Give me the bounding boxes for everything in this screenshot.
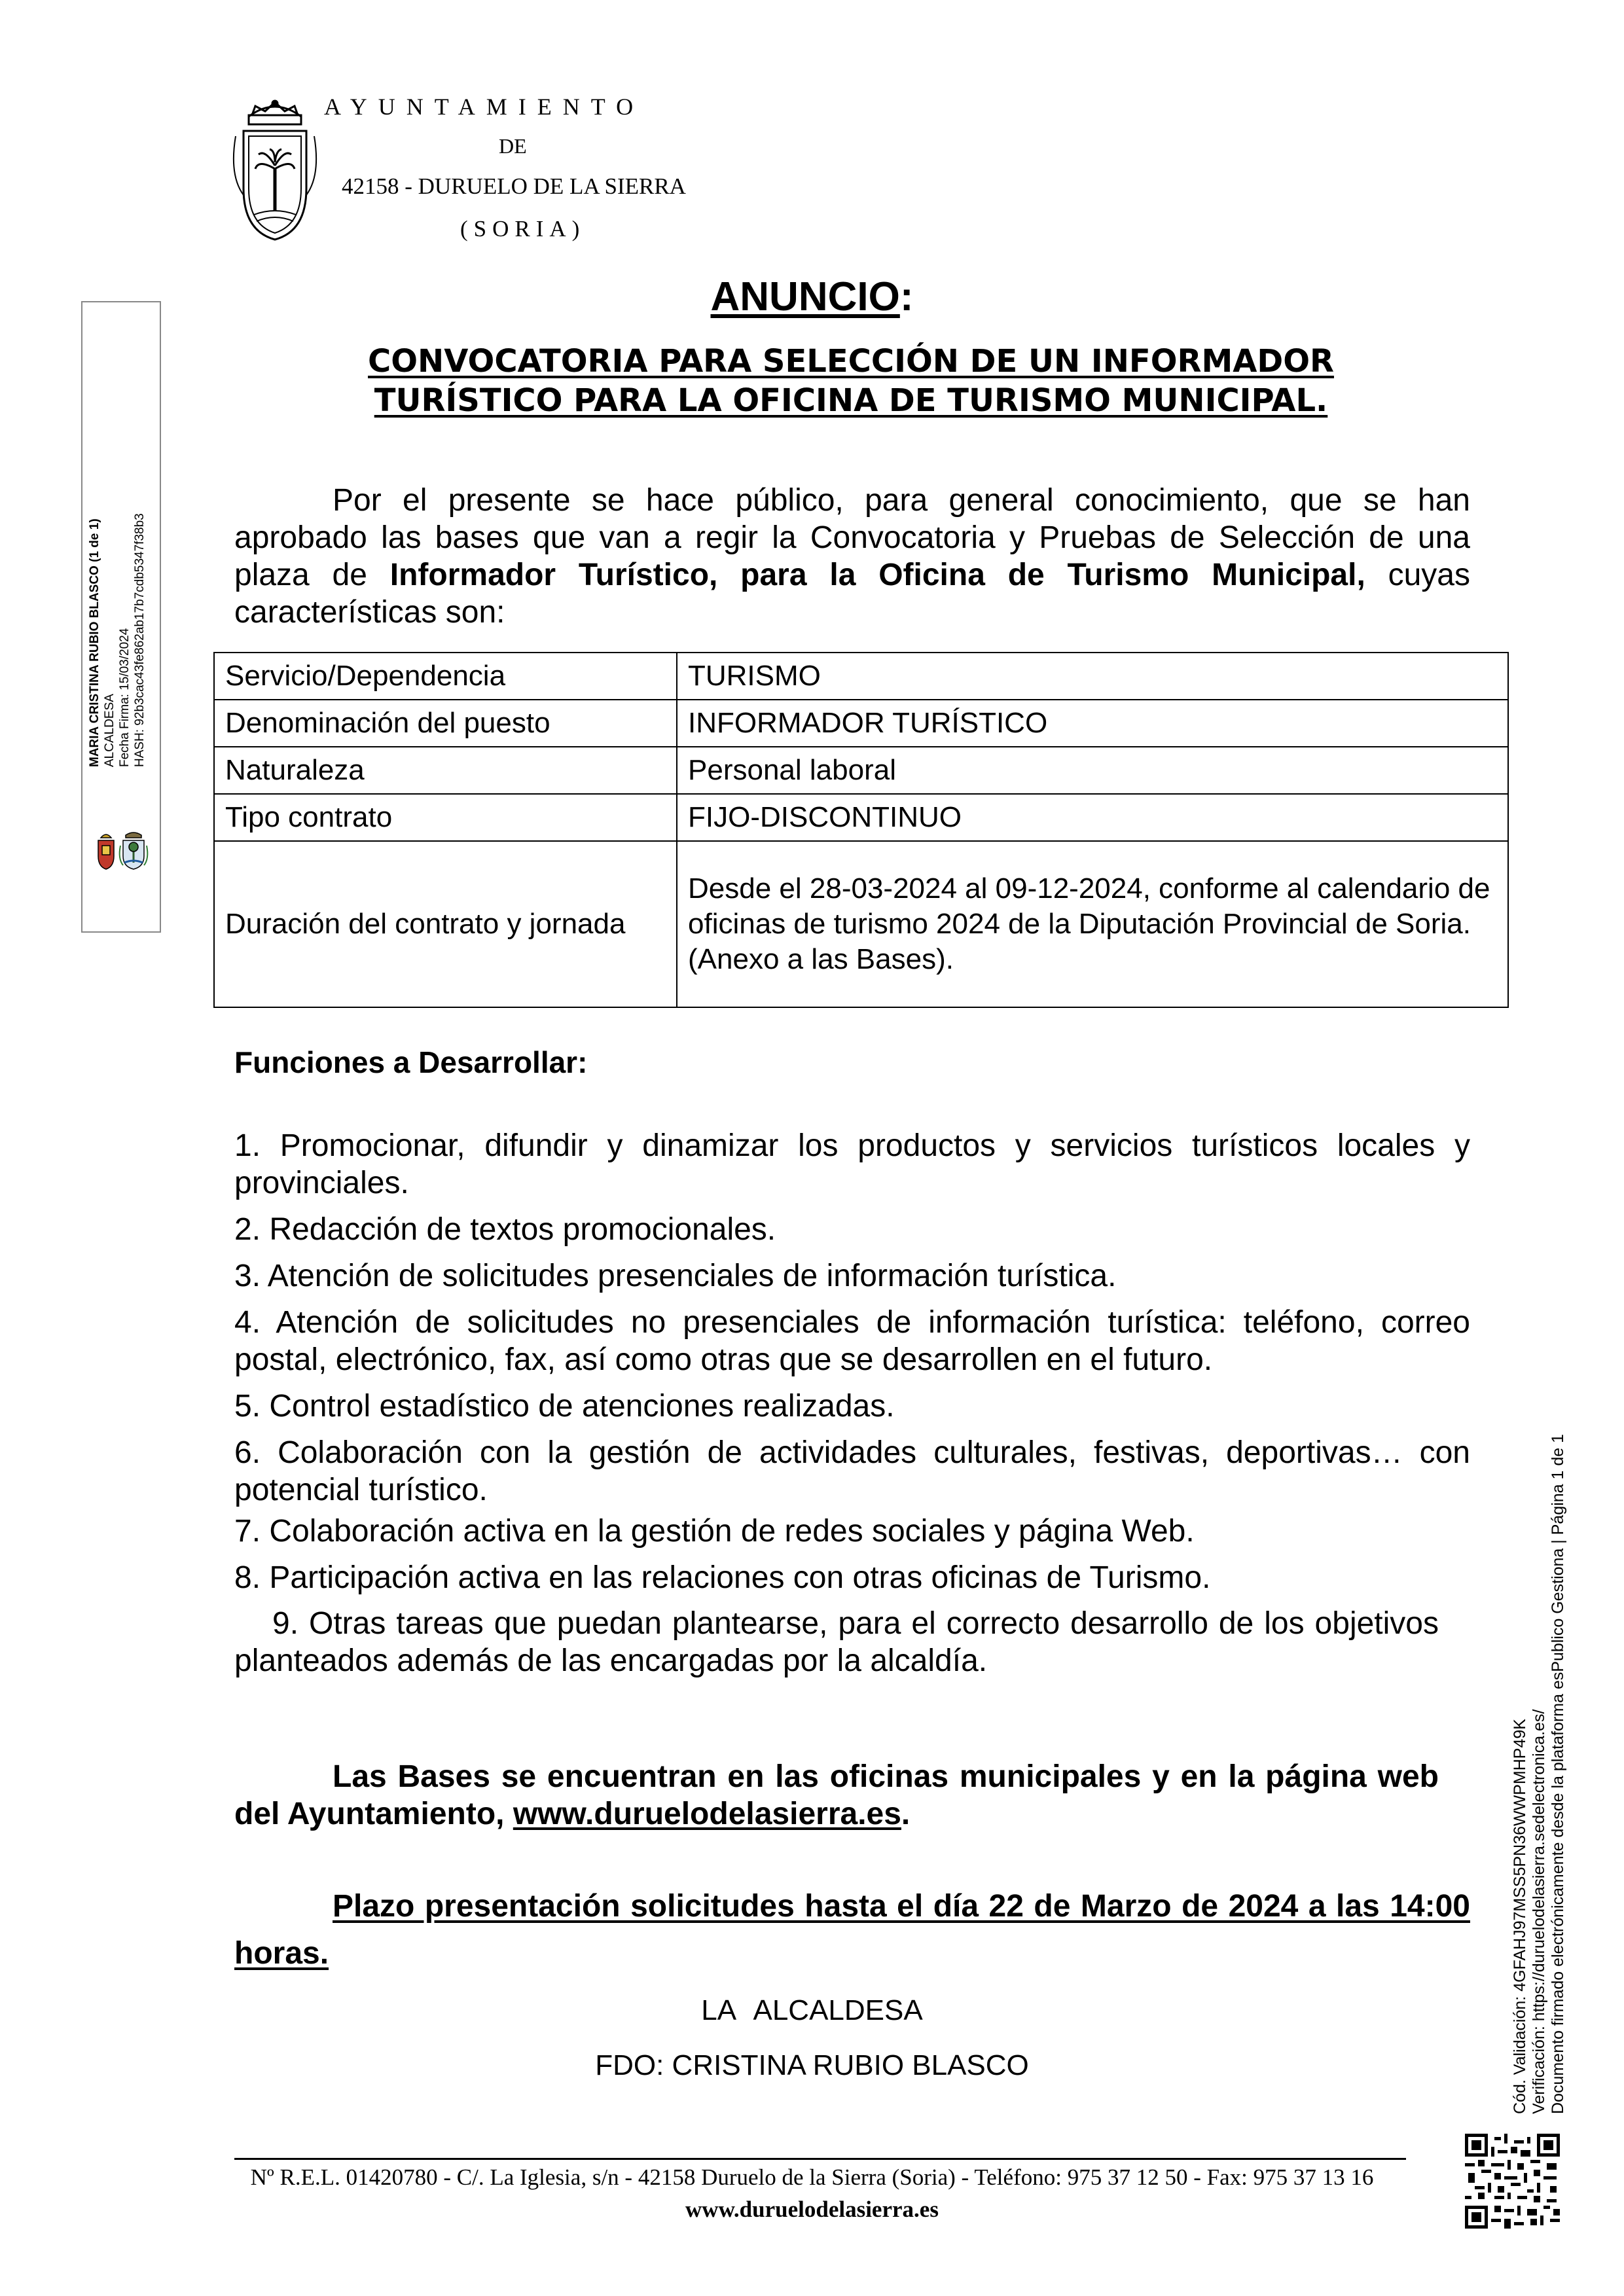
signoff-name: FDO: CRISTINA RUBIO BLASCO [595, 2049, 1029, 2081]
table-cell-label: Servicio/Dependencia [214, 653, 677, 700]
header-ayuntamiento: AYUNTAMIENTO [324, 94, 645, 120]
title-anuncio: ANUNCIO [710, 274, 900, 319]
table-cell-value: FIJO-DISCONTINUO [677, 794, 1508, 841]
signature-date: Fecha Firma: 15/03/2024 [118, 628, 132, 767]
verification-url[interactable]: Verificación: https://duruelodelasierra.sedelectronica.es/ [1530, 1709, 1548, 2114]
characteristics-table [213, 652, 1509, 1008]
title-colon: : [899, 274, 914, 319]
header-province: (SORIA) [460, 216, 586, 242]
table-cell-label: Tipo contrato [214, 794, 677, 841]
table-cell-value: Desde el 28-03-2024 al 09-12-2024, conforme al calendario de oficinas de turismo 2024 de la Diputación Provincial de Soria.(Anexo a las Bases). [677, 841, 1508, 1007]
signer-name: MARIA CRISTINA RUBIO BLASCO (1 de 1) [88, 518, 101, 767]
intro-text-after: cuyas características son: [234, 558, 1470, 630]
municipal-crest-icon [229, 97, 321, 242]
table-cell-label: Duración del contrato y jornada [214, 841, 677, 1007]
verification-platform: Documento firmado electrónicamente desde la plataforma esPublico Gestiona | Página 1 de 1 [1549, 1433, 1567, 2114]
signature-stamp-text [87, 492, 147, 767]
footer-address: Nº R.E.L. 01420780 - C/. La Iglesia, s/n - 42158 Duruelo de la Sierra (Soria) - Teléfono: 975 37 12 50 - Fax: 975 37 13 16 [250, 2164, 1374, 2190]
bases-end: . [901, 1797, 911, 1831]
function-item: 9. Otras tareas que puedan plantearse, para el correcto desarrollo de los objetivos planteados además de las encargadas por la alcaldía. [234, 1606, 1439, 1678]
function-item: 2. Redacción de textos promocionales. [234, 1212, 776, 1247]
footer-website[interactable]: www.duruelodelasierra.es [685, 2197, 939, 2222]
functions-heading: Funciones a Desarrollar: [234, 1045, 588, 1079]
deadline-paragraph: Plazo presentación solicitudes hasta el día 22 de Marzo de 2024 a las 14:00 horas. [234, 1889, 1470, 1971]
bases-website-link[interactable]: www.duruelodelasierra.es [513, 1797, 901, 1831]
bases-text: Las Bases se encuentran en las oficinas municipales y en la página web del Ayuntamiento, [234, 1759, 1439, 1831]
qr-code-icon[interactable] [1465, 2134, 1560, 2229]
function-item: 4. Atención de solicitudes no presenciales de información turística: teléfono, correo postal, electrónico, fax, así como otras que se desarrollen en el futuro. [234, 1305, 1470, 1377]
table-cell-value: Personal laboral [677, 747, 1508, 794]
signature-hash: HASH: 92b3cac43fe862ab17b7cdb5347f38b3 [133, 513, 147, 767]
header-town: 42158 - DURUELO DE LA SIERRA [342, 173, 686, 199]
table-cell-label: Naturaleza [214, 747, 677, 794]
function-item: 5. Control estadístico de atenciones realizadas. [234, 1389, 895, 1424]
footer-divider [234, 2158, 1406, 2160]
header-de: DE [499, 134, 527, 158]
signature-emblem-icon [92, 826, 154, 873]
verification-code: Cód. Validación: 4GFAHJ97MSS5PN36WWPMHP49K [1511, 1719, 1529, 2114]
bases-paragraph [234, 1758, 1439, 1833]
signer-role: ALCALDESA [103, 694, 117, 767]
function-item: 8. Participación activa en las relaciones con otras oficinas de Turismo. [234, 1560, 1211, 1595]
function-item: 6. Colaboración con la gestión de actividades culturales, festivas, deportivas… con potencial turístico. [234, 1435, 1470, 1507]
page-title [0, 274, 1624, 320]
table-cell-label: Denominación del puesto [214, 700, 677, 747]
table-cell-value: TURISMO [677, 653, 1508, 700]
signoff-role: LA ALCALDESA [701, 1994, 923, 2026]
table-row [214, 747, 1508, 794]
verification-text [1511, 1394, 1568, 2114]
table-row [214, 841, 1508, 1007]
function-item: 1. Promocionar, difundir y dinamizar los productos y servicios turísticos locales y provinciales. [234, 1128, 1470, 1200]
table-row [214, 794, 1508, 841]
intro-paragraph [234, 482, 1470, 631]
table-cell-value: INFORMADOR TURÍSTICO [677, 700, 1508, 747]
page-subtitle: CONVOCATORIA PARA SELECCIÓN DE UN INFORMADOR TURÍSTICO PARA LA OFICINA DE TURISMO MUNICIPAL. [368, 343, 1334, 419]
table-row [214, 653, 1508, 700]
function-item: 3. Atención de solicitudes presenciales de información turística. [234, 1259, 1117, 1293]
intro-text-before: Por el presente se hace público, para general conocimiento, que se han aprobado las bases que van a regir la Convocatoria y Pruebas de Selección de una plaza de [234, 483, 1470, 592]
intro-text-bold: Informador Turístico, para la Oficina de Turismo Municipal, [389, 558, 1365, 592]
function-item: 7. Colaboración activa en la gestión de redes sociales y página Web. [234, 1514, 1195, 1549]
table-row [214, 700, 1508, 747]
